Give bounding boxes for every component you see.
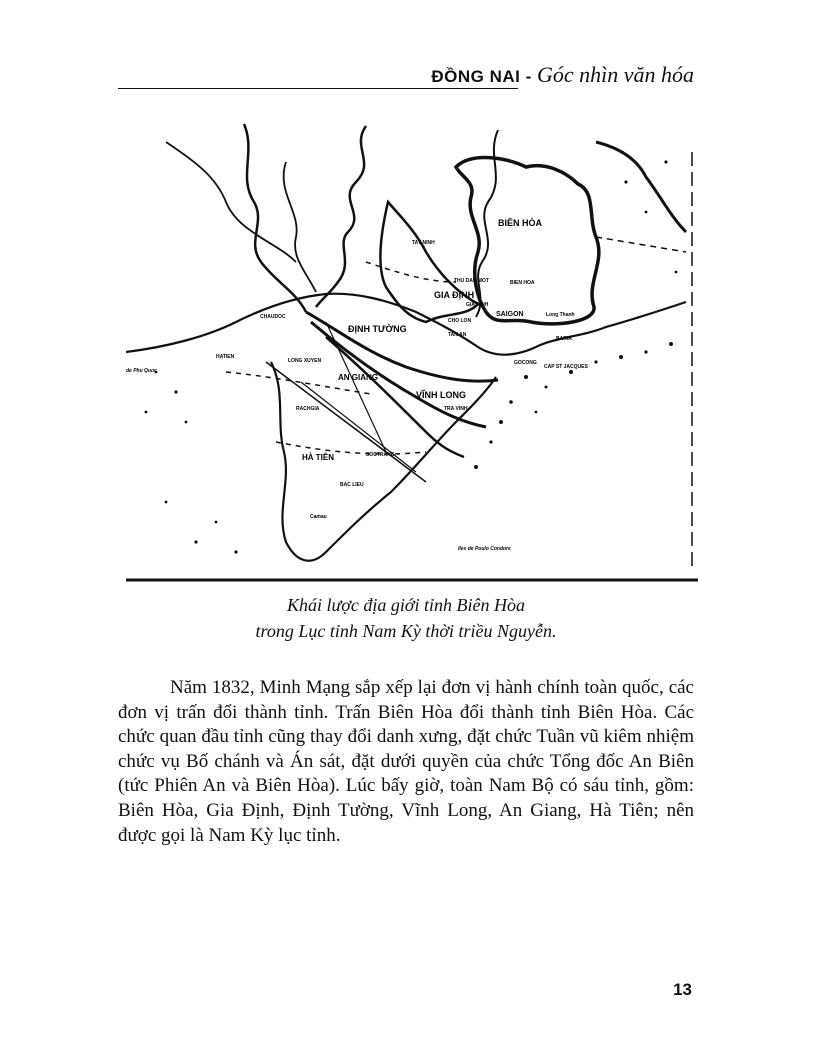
- page-number: 13: [673, 980, 692, 999]
- label-cho-lon: CHO LON: [448, 318, 472, 324]
- historical-map: [126, 122, 698, 584]
- map-river: [284, 162, 316, 292]
- header-book-title: ĐỒNG NAI -: [431, 67, 532, 86]
- label-phu-quoc: de Phu Quoc: [126, 368, 157, 374]
- label-chau-doc: CHAUDOC: [260, 314, 286, 320]
- header-title: [431, 62, 694, 88]
- label-an-giang: AN GIANG: [338, 373, 378, 382]
- header-rule: [118, 88, 518, 89]
- bien-hoa-border: [456, 158, 599, 324]
- header-subtitle: Góc nhìn văn hóa: [536, 62, 694, 87]
- figure-caption: [118, 592, 694, 644]
- label-bac-lieu: BAC LIEU: [340, 482, 364, 488]
- label-tan-an: TAN AN: [448, 332, 467, 338]
- label-long-xuyen: LONG XUYEN: [288, 358, 322, 364]
- label-bien-hoa: BIÊN HÒA: [498, 218, 543, 228]
- province-border-dashed: [596, 237, 686, 252]
- label-vinh-long: VĨNH LONG: [416, 390, 467, 400]
- label-long-thanh: Long Thanh: [546, 312, 575, 318]
- label-tay-ninh: TAY NINH: [412, 240, 435, 246]
- label-ha-tien-town: HATIEN: [216, 354, 235, 360]
- label-saigon: SAIGON: [496, 311, 524, 318]
- label-tra-vinh: TRA VINH: [444, 406, 468, 412]
- label-go-cong: GOCONG: [514, 360, 537, 366]
- map-river: [316, 126, 366, 307]
- caption-line-1: Khái lược địa giới tỉnh Biên Hòa: [286, 595, 526, 615]
- label-baria: BARIA: [556, 336, 572, 342]
- label-gia-dinh-town: GIA DINH: [466, 302, 489, 308]
- body-text: [118, 676, 694, 848]
- label-soc-trang: SOCTRANG: [366, 452, 395, 458]
- map-river: [244, 124, 306, 312]
- label-cap-st-jacques: CAP ST JACQUES: [544, 364, 588, 370]
- label-ca-mau: Camau: [310, 514, 327, 520]
- province-border-dashed: [276, 442, 426, 454]
- label-bien-hoa-town: BIEN HOA: [510, 280, 535, 286]
- running-header: [118, 62, 694, 92]
- label-dinh-tuong: ĐỊNH TƯỜNG: [348, 324, 407, 334]
- label-rach-gia: RACHGIA: [296, 406, 320, 412]
- label-poulo-condore: Iles de Poulo Condore: [458, 546, 511, 552]
- bien-hoa-border: [596, 142, 686, 232]
- label-gia-dinh: GIA ĐỊNH: [434, 290, 475, 300]
- body-paragraph: Năm 1832, Minh Mạng sắp xếp lại đơn vị hành chính toàn quốc, các đơn vị trấn đổi thành tỉnh. Trấn Biên Hòa đổi thành tỉnh Biên Hòa. Các chức quan đầu tỉnh cũng thay đổi danh xưng, đặt chức Tuần vũ kiêm nhiệm chức vụ Bố chánh và Án sát, đặt dưới quyền của chức Tổng đốc An Biên (tức Phiên An và Biên Hòa). Lúc bấy giờ, toàn Nam Bộ có sáu tỉnh, gồm: Biên Hòa, Gia Định, Định Tường, Vĩnh Long, An Giang, Hà Tiên; nên được gọi là Nam Kỳ lục tỉnh.: [118, 677, 694, 846]
- map-river: [166, 142, 296, 262]
- caption-line-2: trong Lục tỉnh Nam Kỳ thời triều Nguyễn.: [255, 621, 557, 641]
- label-ha-tien: HÀ TIÊN: [302, 453, 334, 462]
- label-thu-dau-mot: THU DAU MOT: [454, 278, 489, 284]
